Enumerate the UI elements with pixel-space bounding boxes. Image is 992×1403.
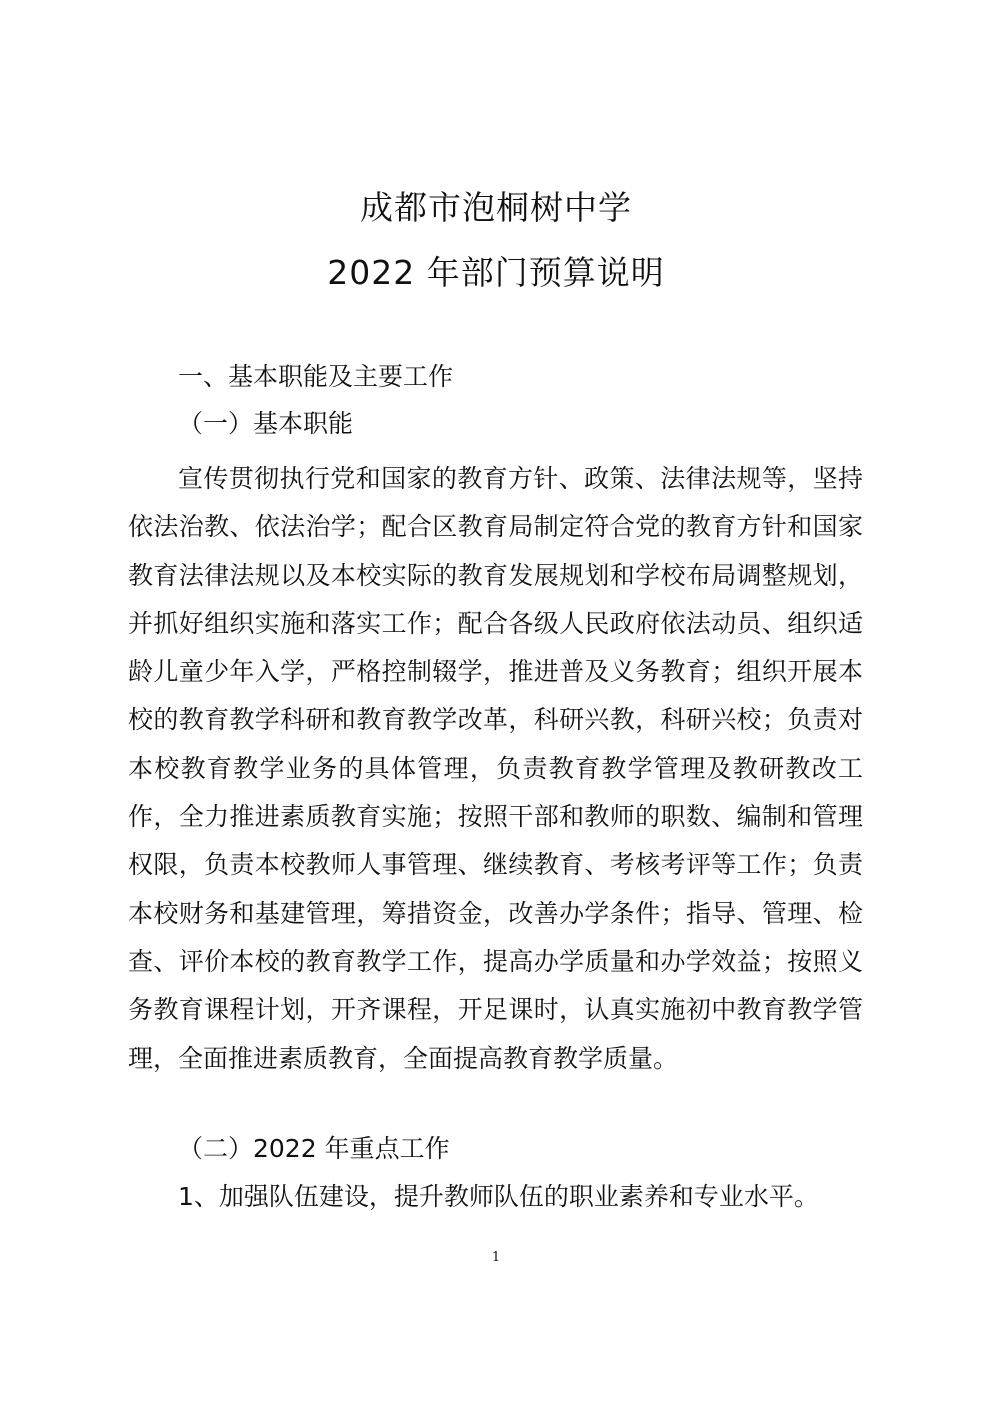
key-work-item-1: 1、加强队伍建设，提升教师队伍的职业素养和专业水平。 xyxy=(178,1182,819,1211)
page-number: 1 xyxy=(491,1250,501,1265)
subsection-heading-key-work-2022: （二）2022 年重点工作 xyxy=(178,1134,450,1163)
section-heading-basic-functions-and-work: 一、基本职能及主要工作 xyxy=(178,362,454,391)
document-subtitle: 2022 年部门预算说明 xyxy=(327,253,665,292)
subsection-heading-basic-functions: （一）基本职能 xyxy=(178,409,354,438)
document-title: 成都市泡桐树中学 xyxy=(360,188,632,227)
basic-functions-paragraph: 宣传贯彻执行党和国家的教育方针、政策、法律法规等，坚持依法治教、依法治学；配合区教育局制定符合党的教育方针和国家教育法律法规以及本校实际的教育发展规划和学校布局调整规划，并抓好组织实施和落实工作；配合各级人民政府依法动员、组织适龄儿童少年入学，严格控制辍学，推进普及义务教育；组织开展本校的教育教学科研和教育教学改革，科研兴教，科研兴校；负责对本校教育教学业务的具体管理，负责教育教学管理及教研教改工作，全力推进素质教育实施；按照干部和教师的职数、编制和管理权限，负责本校教师人事管理、继续教育、考核考评等工作；负责本校财务和基建管理，筹措资金，改善办学条件；指导、管理、检查、评价本校的教育教学工作，提高办学质量和办学效益；按照义务教育课程计划，开齐课程，开足课时，认真实施初中教育教学管理，全面推进素质教育，全面提高教育教学质量。 xyxy=(128,464,863,1073)
